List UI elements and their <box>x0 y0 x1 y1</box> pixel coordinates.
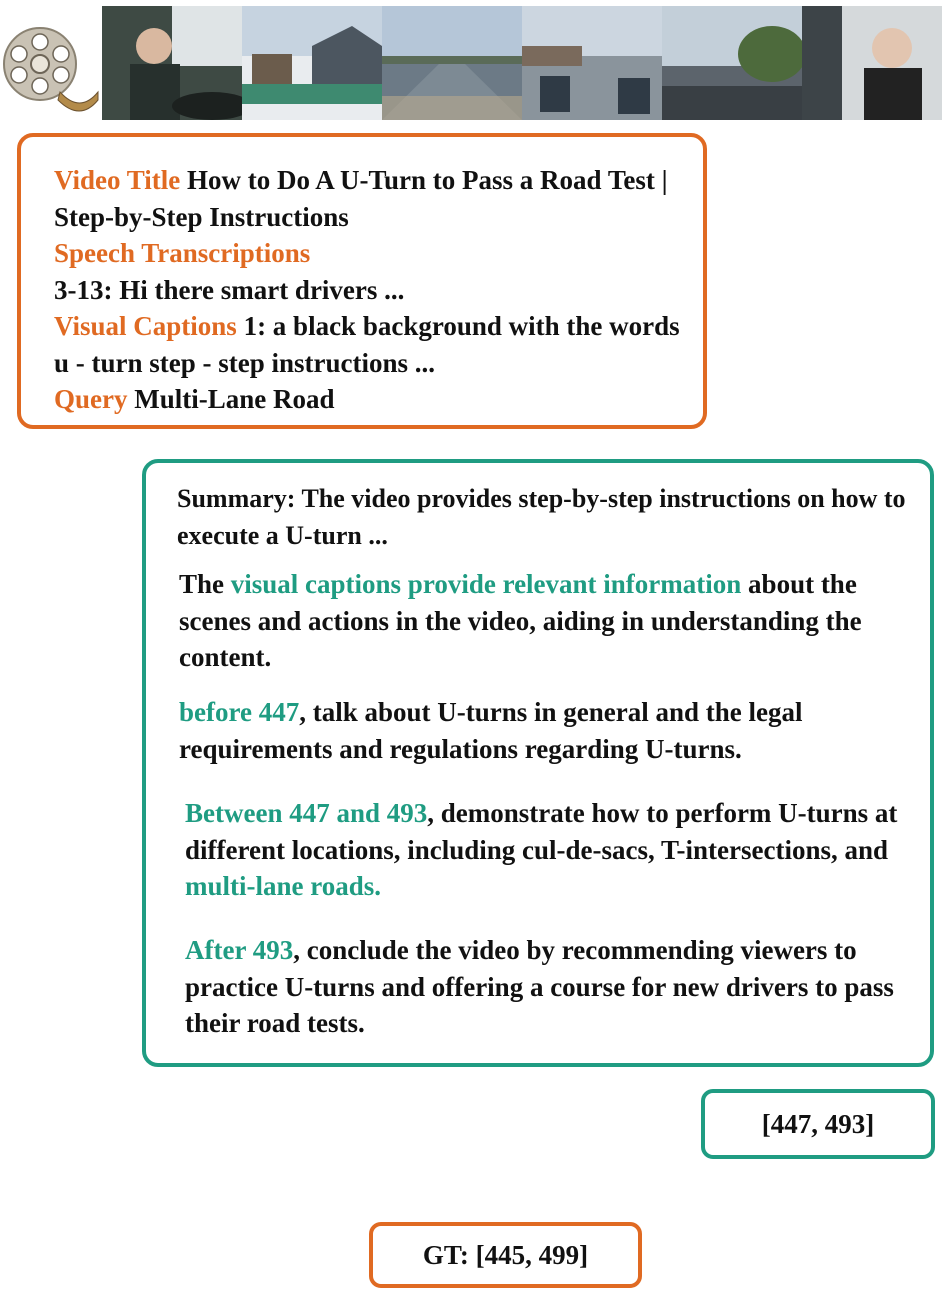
query-label: Query <box>54 384 128 414</box>
paragraph-after <box>185 932 925 1042</box>
p3-highlight-2: multi-lane roads. <box>185 871 382 901</box>
p2-post: , talk about U-turns in general and the legal requirements and regulations regarding U-turns. <box>179 697 803 764</box>
response-box <box>142 459 934 1067</box>
p2-highlight: before 447 <box>179 697 300 727</box>
input-content <box>54 162 694 418</box>
paragraph-visual-captions <box>179 566 919 676</box>
paragraph-between <box>185 795 915 905</box>
frame-road <box>382 6 522 120</box>
ground-truth-box <box>369 1222 642 1288</box>
prediction-box <box>701 1089 935 1159</box>
visual-captions-label: Visual Captions <box>54 311 237 341</box>
ground-truth-value: GT: [445, 499] <box>422 1239 589 1270</box>
video-title-label: Video Title <box>54 165 181 195</box>
film-reel-icon <box>0 22 100 122</box>
frame-strip <box>102 6 942 120</box>
p4-post: , conclude the video by recommending viewers to practice U-turns and offering a course for new drivers to pass their road tests. <box>185 935 894 1038</box>
speech-label: Speech Transcriptions <box>54 238 311 268</box>
p4-highlight: After 493 <box>185 935 294 965</box>
query-text: Multi-Lane Road <box>134 384 335 414</box>
p1-pre: The <box>179 569 231 599</box>
prediction-value: [447, 493] <box>761 1108 875 1139</box>
speech-text: 3-13: Hi there smart drivers ... <box>54 274 405 305</box>
p3-highlight: Between 447 and 493 <box>185 798 428 828</box>
paragraph-before <box>179 694 919 767</box>
frame-passenger <box>802 6 942 120</box>
video-frames-header <box>0 0 950 125</box>
p1-highlight: visual captions provide relevant information <box>230 569 742 599</box>
frame-houses <box>242 6 382 120</box>
frame-driver <box>102 6 242 120</box>
input-box <box>17 133 707 429</box>
p3-mid: , demonstrate how to perform U-turns at different locations, including cul-de-sacs, T-intersections, and <box>185 798 898 865</box>
frame-trees <box>662 6 802 120</box>
frame-intersection <box>522 6 662 120</box>
p1-post: about the scenes and actions in the video, aiding in understanding the content. <box>179 569 862 672</box>
visual-captions-text: 1: a black background with the words u - turn step - step instructions ... <box>54 311 680 378</box>
summary-text: Summary: The video provides step-by-step instructions on how to execute a U-turn ... <box>177 484 906 550</box>
video-title: How to Do A U-Turn to Pass a Road Test | Step-by-Step Instructions <box>54 165 668 232</box>
